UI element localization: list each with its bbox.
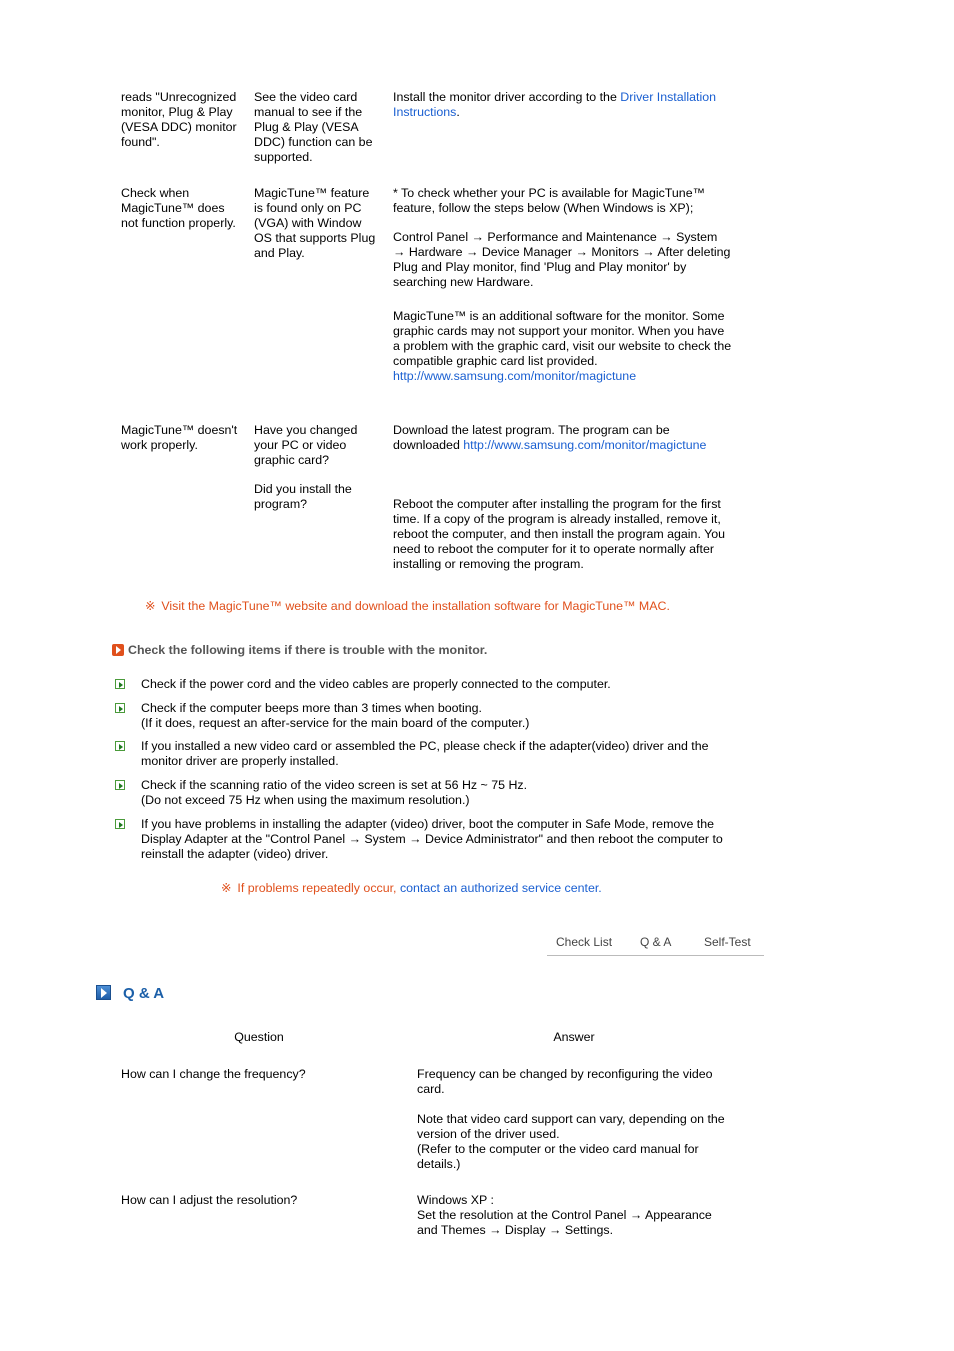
check-section-title-text: Check the following items if there is trouble with the monitor. [128, 643, 488, 657]
qa-question: How can I change the frequency? [121, 1067, 306, 1081]
list-item-text [141, 778, 741, 808]
check-text: MagicTune™ feature is found only on PC (VGA) with Window OS that supports Plug and Play. [254, 186, 376, 260]
list-item-line: Check if the scanning ratio of the video screen is set at 56 Hz ~ 75 Hz. [141, 778, 528, 792]
symptom-cell [121, 186, 239, 231]
service-note [221, 881, 602, 896]
qa-answer-paragraph: Note that video card support can vary, depending on the version of the driver used. [417, 1112, 725, 1141]
check-text-1: Have you changed your PC or video graphic card? [254, 423, 358, 467]
solution-prefix: Install the monitor driver according to the [393, 90, 621, 104]
green-arrow-icon [115, 703, 125, 713]
qa-answer-header: Answer [553, 1030, 595, 1044]
qa-question: How can I adjust the resolution? [121, 1193, 298, 1207]
check-section-title [112, 643, 487, 658]
qa-answer-paragraph: Set the resolution at the Control Panel → Appearance and Themes → Display → Settings. [417, 1208, 712, 1237]
symptom-cell [121, 423, 239, 453]
solution-text [393, 90, 733, 120]
solution-suffix: . [456, 105, 460, 119]
check-text-2: Did you install the program? [254, 482, 352, 511]
check-cell [254, 90, 376, 165]
check-cell [254, 186, 378, 261]
blue-arrow-icon [96, 985, 111, 1000]
orange-arrow-icon [112, 644, 124, 656]
qa-answer [417, 1193, 717, 1238]
list-item-line: Check if the computer beeps more than 3 times when booting. [141, 701, 482, 715]
reference-mark-icon: ※ [221, 881, 232, 895]
solution-paragraph-2: Control Panel → Performance and Maintenance → System → Hardware → Device Manager → Monitors → After deleting Plug and Play monitor, find 'Plug and Play monitor' by searching new Hardware. [393, 230, 731, 289]
magictune-link[interactable]: http://www.samsung.com/monitor/magictune [393, 369, 637, 383]
qa-title [96, 985, 164, 1002]
reference-mark-icon: ※ [145, 599, 156, 613]
qa-title-text: Q & A [123, 985, 165, 1002]
check-text: See the video card manual to see if the Plug & Play (VESA DDC) function can be supported. [254, 90, 373, 164]
qa-question-header: Question [234, 1030, 284, 1044]
check-cell [254, 423, 376, 512]
tab-self-test[interactable]: Self-Test [704, 935, 751, 949]
section-tabs [547, 930, 764, 956]
list-item-text: If you have problems in installing the adapter (video) driver, boot the computer in Safe Mode, remove the Display Adapter at the "Control Panel → System → Device Administrator" and then reboot the computer to reinstall the adapter (video) driver. [141, 817, 723, 861]
green-arrow-icon [115, 741, 125, 751]
driver-installation-link[interactable]: Driver Installation Instructions [393, 90, 717, 119]
solution-text-2: Reboot the computer after installing the program for the first time. If a copy of the program is already installed, remove it, reboot the computer, and then install the program again. You need to reboot the computer for it to operate normally after installing or removing the program. [393, 497, 726, 571]
list-item-text [141, 701, 741, 731]
list-item-line: (If it does, request an after-service for the main board of the computer.) [141, 716, 530, 730]
qa-answer [417, 1067, 733, 1172]
qa-answer-paragraph: (Refer to the computer or the video card manual for details.) [417, 1142, 699, 1171]
green-arrow-icon [115, 780, 125, 790]
solution-text-1 [393, 423, 733, 453]
green-arrow-icon [115, 679, 125, 689]
solution-cell [393, 186, 733, 384]
symptom-cell [121, 90, 239, 150]
tab-check-list[interactable]: Check List [556, 935, 613, 949]
list-item-text: Check if the power cord and the video cables are properly connected to the computer. [141, 677, 611, 691]
solution-prefix: Download the latest program. The program can be downloaded [393, 423, 670, 452]
magictune-download-link[interactable]: http://www.samsung.com/monitor/magictune [463, 438, 707, 452]
solution-paragraph-1: * To check whether your PC is available for MagicTune™ feature, follow the steps below (When Windows is XP); [393, 186, 705, 215]
solution-paragraph-3: MagicTune™ is an additional software for the monitor. Some graphic cards may not support your monitor. When you have a problem with the graphic card, visit our website to check the compatible graphic card list provided. [393, 309, 732, 368]
list-item-text: If you installed a new video card or assembled the PC, please check if the adapter(video) driver and the monitor driver are properly installed. [141, 739, 709, 768]
qa-answer-paragraph: Windows XP : [417, 1193, 494, 1207]
symptom-text: Check when MagicTune™ does not function properly. [121, 186, 236, 230]
list-item-line: (Do not exceed 75 Hz when using the maximum resolution.) [141, 793, 470, 807]
solution-cell [393, 90, 733, 120]
tab-qa[interactable]: Q & A [640, 935, 672, 949]
solution-cell [393, 423, 733, 572]
mac-note [145, 599, 670, 614]
mac-note-text: Visit the MagicTune™ website and download the installation software for MagicTune™ MAC. [161, 599, 670, 613]
green-arrow-icon [115, 819, 125, 829]
service-note-text: If problems repeatedly occur, [237, 881, 400, 895]
symptom-text: MagicTune™ doesn't work properly. [121, 423, 238, 452]
symptom-text: reads "Unrecognized monitor, Plug & Play (VESA DDC) monitor found". [121, 90, 237, 149]
qa-answer-paragraph: Frequency can be changed by reconfiguring the video card. [417, 1067, 713, 1096]
service-center-link[interactable]: contact an authorized service center. [399, 881, 602, 895]
